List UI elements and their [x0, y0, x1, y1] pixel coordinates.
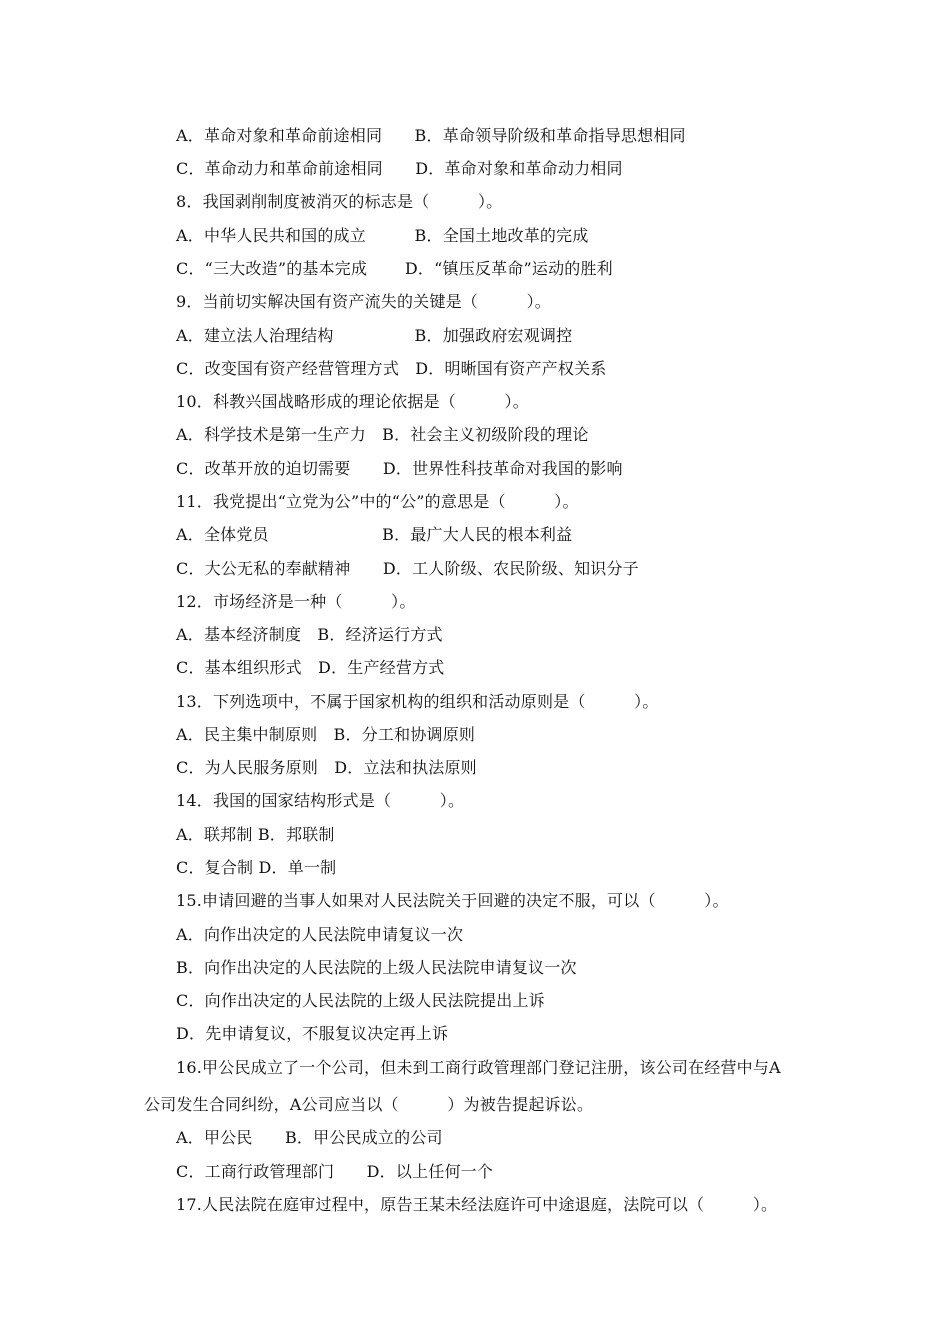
question-17: 17.人民法院在庭审过程中，原告王某未经法庭许可中途退庭，法院可以（ ）。 — [176, 1195, 778, 1214]
q12-option-cd: C．基本组织形式 D．生产经营方式 — [176, 658, 445, 677]
q13-option-cd: C．为人民服务原则 D．立法和执法原则 — [176, 758, 477, 777]
q11-option-ab: A．全体党员 B．最广大人民的根本利益 — [176, 525, 573, 544]
question-11: 11．我党提出“立党为公”中的“公”的意思是（ ）。 — [176, 492, 579, 511]
q9-option-cd: C．改变国有资产经营管理方式 D．明晰国有资产产权关系 — [176, 359, 607, 378]
q15-option-a: A．向作出决定的人民法院申请复议一次 — [176, 925, 464, 944]
q13-option-ab: A．民主集中制原则 B．分工和协调原则 — [176, 725, 476, 744]
question-10: 10．科教兴国战略形成的理论依据是（ ）。 — [176, 392, 529, 411]
question-14: 14．我国的国家结构形式是（ ）。 — [176, 791, 465, 810]
q14-option-ab: A．联邦制 B．邦联制 — [176, 825, 335, 844]
q12-option-ab: A．基本经济制度 B．经济运行方式 — [176, 625, 443, 644]
question-16: 16.甲公民成立了一个公司，但未到工商行政管理部门登记注册，该公司在经营中与A — [176, 1058, 781, 1077]
question-16-continued: 公司发生合同纠纷，A公司应当以（ ）为被告提起诉讼。 — [144, 1095, 594, 1114]
q8-option-ab: A．中华人民共和国的成立 B．全国土地改革的完成 — [176, 226, 589, 245]
q15-option-d: D．先申请复议，不服复议决定再上诉 — [176, 1024, 449, 1043]
q10-option-ab: A．科学技术是第一生产力 B．社会主义初级阶段的理论 — [176, 425, 589, 444]
q7-option-cd: C．革命动力和革命前途相同 D．革命对象和革命动力相同 — [176, 159, 623, 178]
q7-option-ab: A．革命对象和革命前途相同 B．革命领导阶级和革命指导思想相同 — [176, 126, 686, 145]
q11-option-cd: C．大公无私的奉献精神 D．工人阶级、农民阶级、知识分子 — [176, 559, 639, 578]
question-13: 13．下列选项中，不属于国家机构的组织和活动原则是（ ）。 — [176, 692, 659, 711]
question-9: 9．当前切实解决国有资产流失的关键是（ ）。 — [176, 292, 551, 311]
q15-option-c: C．向作出决定的人民法院的上级人民法院提出上诉 — [176, 991, 545, 1010]
q15-option-b: B．向作出决定的人民法院的上级人民法院申请复议一次 — [176, 958, 577, 977]
q9-option-ab: A．建立法人治理结构 B．加强政府宏观调控 — [176, 326, 573, 345]
q10-option-cd: C．改革开放的迫切需要 D．世界性科技革命对我国的影响 — [176, 459, 623, 478]
question-8: 8．我国剥削制度被消灭的标志是（ ）。 — [176, 192, 503, 211]
q16-option-ab: A．甲公民 B．甲公民成立的公司 — [176, 1128, 443, 1147]
question-12: 12．市场经济是一种（ ）。 — [176, 592, 416, 611]
q16-option-cd: C．工商行政管理部门 D．以上任何一个 — [176, 1162, 494, 1181]
q14-option-cd: C．复合制 D．单一制 — [176, 858, 337, 877]
q8-option-cd: C．“三大改造”的基本完成 D．“镇压反革命”运动的胜利 — [176, 259, 613, 278]
question-15: 15.申请回避的当事人如果对人民法院关于回避的决定不服，可以（ ）。 — [176, 891, 729, 910]
